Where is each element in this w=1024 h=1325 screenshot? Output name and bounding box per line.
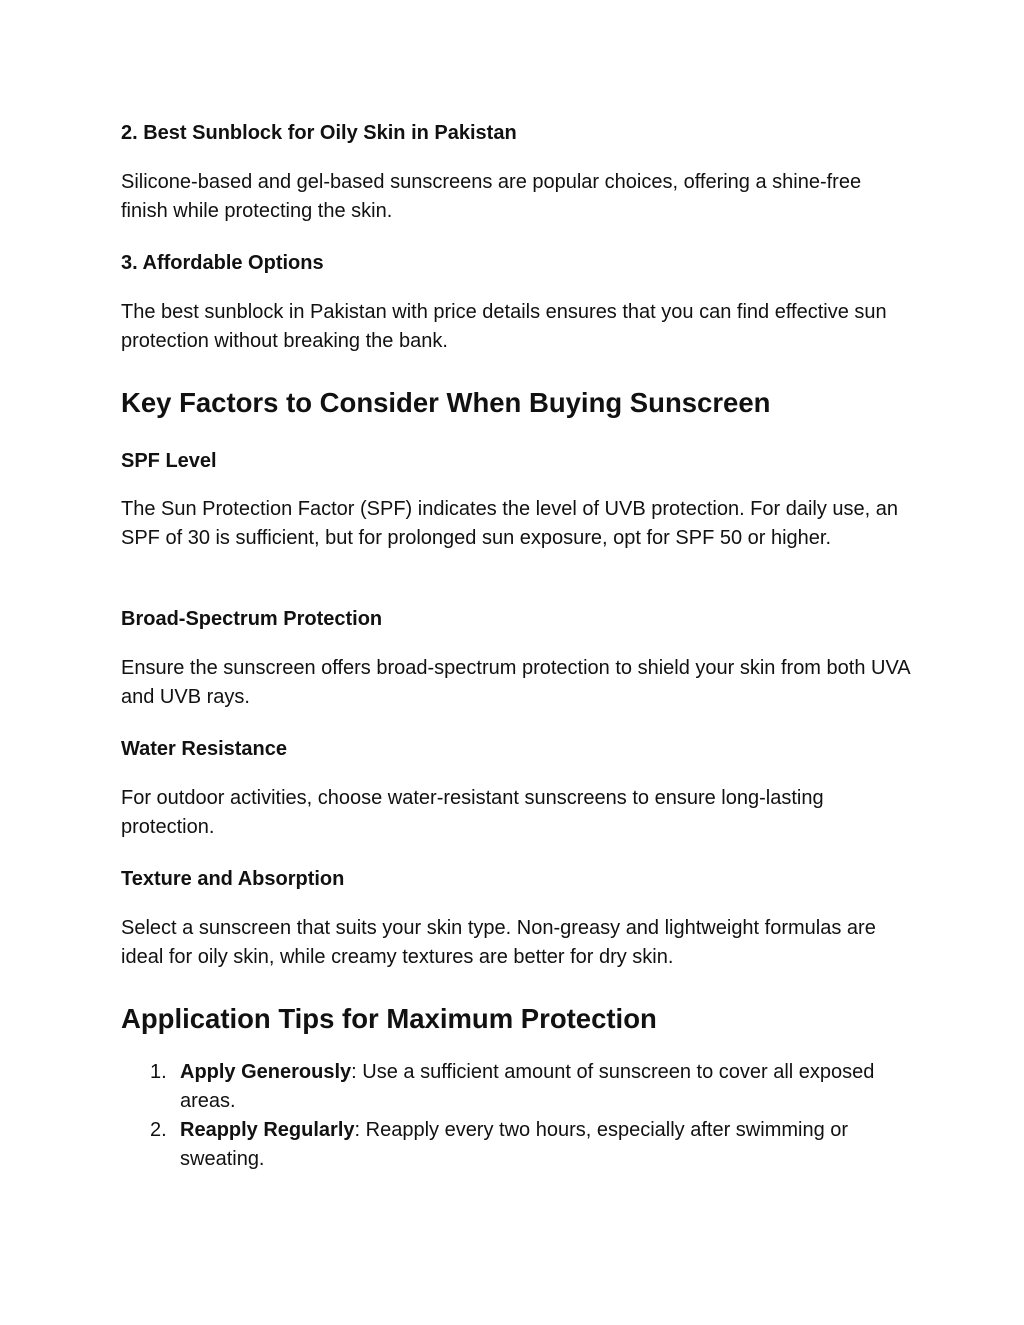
factor-heading-water-resistance: Water Resistance [121,738,287,760]
key-factors-title: Key Factors to Consider When Buying Sunscreen [121,387,771,418]
list-item [121,1058,911,1116]
application-tips-title: Application Tips for Maximum Protection [121,1003,657,1034]
section-heading-affordable: 3. Affordable Options [121,252,324,274]
list-item-term: Reapply Regularly [180,1119,355,1141]
factor-body-broad-spectrum: Ensure the sunscreen offers broad-spectrum protection to shield your skin from both UVA and UVB rays. [121,657,910,708]
section-heading-oily-skin: 2. Best Sunblock for Oily Skin in Pakistan [121,122,517,144]
list-item-number: 1. [150,1061,167,1083]
factor-heading-spf: SPF Level [121,450,217,472]
section-body-oily-skin: Silicone-based and gel-based sunscreens are popular choices, offering a shine-free finish while protecting the skin. [121,171,862,222]
factor-body-water-resistance: For outdoor activities, choose water-resistant sunscreens to ensure long-lasting protection. [121,787,824,838]
list-item-number: 2. [150,1119,167,1141]
factor-body-spf: The Sun Protection Factor (SPF) indicates the level of UVB protection. For daily use, an SPF of 30 is sufficient, but for prolonged sun exposure, opt for SPF 50 or higher. [121,498,899,549]
list-item [121,1116,911,1174]
list-item-text: : Use a sufficient amount of sunscreen to cover all exposed areas. [180,1061,875,1112]
factor-heading-broad-spectrum: Broad-Spectrum Protection [121,608,383,630]
list-item-term: Apply Generously [180,1061,352,1083]
factor-heading-texture: Texture and Absorption [121,868,345,890]
section-body-affordable: The best sunblock in Pakistan with price details ensures that you can find effective sun protection without breaking the bank. [121,301,887,352]
application-tips-list [121,1058,911,1174]
factor-body-texture: Select a sunscreen that suits your skin type. Non-greasy and lightweight formulas are ideal for oily skin, while creamy textures are better for dry skin. [121,917,876,968]
list-item-text: : Reapply every two hours, especially after swimming or sweating. [180,1119,849,1170]
